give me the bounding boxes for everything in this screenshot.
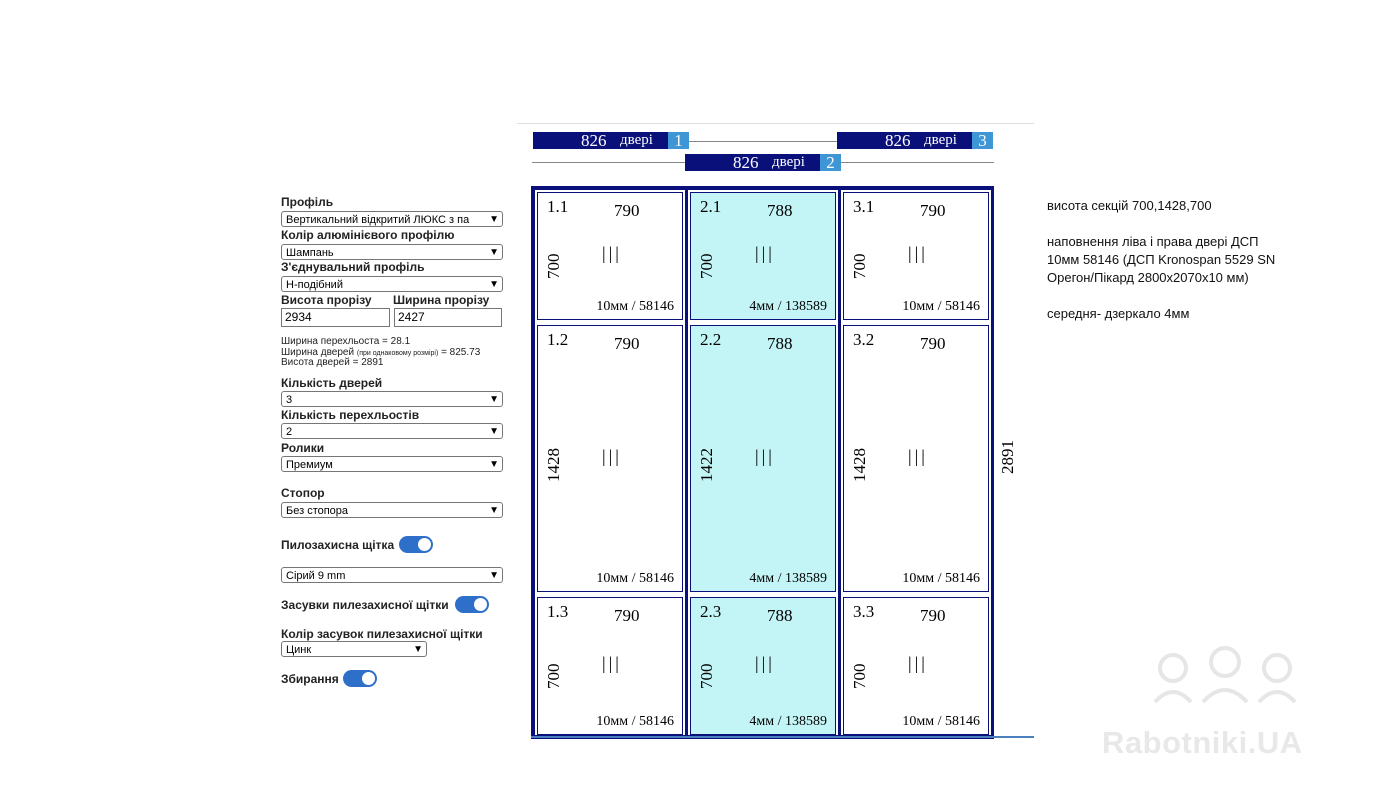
bottom-line xyxy=(531,736,1034,738)
section-2.3[interactable] xyxy=(690,597,836,735)
section-marks: ||| xyxy=(602,445,622,466)
notes xyxy=(1047,197,1287,341)
assembly-label: Збирання xyxy=(281,672,339,686)
chevron-down-icon: ▼ xyxy=(489,459,499,470)
note-filling: наповнення ліва і права двері ДСП 10мм 58146 (ДСП Kronospan 5529 SN Орегон/Пікард 2800х2070х10 мм) xyxy=(1047,234,1276,285)
width-label: Ширина прорізу xyxy=(393,293,490,307)
chevron-down-icon: ▼ xyxy=(489,570,499,581)
brush-toggle[interactable] xyxy=(399,536,433,553)
brush-label: Пилозахисна щітка xyxy=(281,538,395,552)
section-width: 790 xyxy=(920,201,946,220)
total-height: 2891 xyxy=(998,440,1017,474)
section-material: 10мм / 58146 xyxy=(596,299,674,314)
door-header-1: 826 двері 1 xyxy=(533,132,689,149)
brush-select[interactable]: Сірий 9 mm ▼ xyxy=(281,567,503,583)
top-divider xyxy=(517,123,1034,124)
section-marks: ||| xyxy=(908,653,928,673)
section-id: 3.2 xyxy=(853,330,875,349)
section-marks: ||| xyxy=(602,653,622,673)
doors-select[interactable]: 3 ▼ xyxy=(281,391,503,407)
section-1.2[interactable] xyxy=(537,325,683,592)
section-material: 10мм / 58146 xyxy=(596,714,674,729)
section-3.1[interactable] xyxy=(843,192,989,320)
section-width: 790 xyxy=(614,201,640,220)
chevron-down-icon: ▼ xyxy=(489,214,499,225)
section-width: 788 xyxy=(767,606,793,625)
color-label: Колір алюмінієвого профілю xyxy=(281,228,455,242)
assembly-toggle[interactable] xyxy=(343,670,377,687)
section-material: 4мм / 138589 xyxy=(749,571,827,586)
join-select[interactable]: Н-подібний ▼ xyxy=(281,276,503,292)
stopper-label: Стопор xyxy=(281,486,325,500)
section-width: 790 xyxy=(920,606,946,625)
section-height: 700 xyxy=(850,663,869,689)
overlaps-select[interactable]: 2 ▼ xyxy=(281,423,503,439)
section-marks: ||| xyxy=(908,243,928,263)
section-width: 790 xyxy=(614,334,640,353)
door-header-2: 826 двері 2 xyxy=(685,154,841,171)
section-marks: ||| xyxy=(755,243,775,263)
section-height: 700 xyxy=(544,253,563,279)
section-width: 788 xyxy=(767,201,793,220)
chevron-down-icon: ▼ xyxy=(489,279,499,290)
profile-select[interactable]: Вертикальний відкритий ЛЮКС з па ▼ xyxy=(281,211,503,227)
note-sections: висота секцій 700,1428,700 xyxy=(1047,198,1212,213)
chevron-down-icon: ▼ xyxy=(413,644,423,655)
latch-color-select[interactable]: Цинк ▼ xyxy=(281,641,427,657)
profile-label: Профіль xyxy=(281,195,334,209)
section-height: 700 xyxy=(697,253,716,279)
section-material: 4мм / 138589 xyxy=(749,299,827,314)
door-2 xyxy=(688,190,838,735)
chevron-down-icon: ▼ xyxy=(489,505,499,516)
section-1.3[interactable] xyxy=(537,597,683,735)
section-height: 700 xyxy=(544,663,563,689)
section-2.1[interactable] xyxy=(690,192,836,320)
door-frame xyxy=(531,186,994,739)
door-number-badge: 1 xyxy=(668,132,689,149)
section-marks: ||| xyxy=(755,653,775,673)
rollers-label: Ролики xyxy=(281,441,325,455)
section-id: 3.1 xyxy=(853,197,875,216)
door-header-3: 826 двері 3 xyxy=(837,132,993,149)
overlap-info: Ширина перехльоста = 28.1 xyxy=(281,336,411,347)
door-3 xyxy=(841,190,991,735)
chevron-down-icon: ▼ xyxy=(489,394,499,405)
section-height: 700 xyxy=(697,663,716,689)
stopper-select[interactable]: Без стопора ▼ xyxy=(281,502,503,518)
height-label: Висота прорізу xyxy=(281,293,372,307)
width-input[interactable]: 2427 xyxy=(394,308,502,327)
section-width: 790 xyxy=(614,606,640,625)
section-3.3[interactable] xyxy=(843,597,989,735)
doors-label: Кількість дверей xyxy=(281,376,383,390)
section-height: 1428 xyxy=(850,447,869,482)
section-width: 788 xyxy=(767,334,793,353)
door-1 xyxy=(535,190,685,735)
latch-toggle[interactable] xyxy=(455,596,489,613)
section-material: 10мм / 58146 xyxy=(902,571,980,586)
section-marks: ||| xyxy=(602,243,622,263)
section-3.2[interactable] xyxy=(843,325,989,592)
door-number-badge: 3 xyxy=(972,132,993,149)
section-id: 1.1 xyxy=(547,197,569,216)
section-id: 1.3 xyxy=(547,602,569,621)
door-number-badge: 2 xyxy=(820,154,841,171)
latch-label: Засувки пилезахисної щітки xyxy=(281,598,449,612)
section-1.1[interactable] xyxy=(537,192,683,320)
section-marks: ||| xyxy=(755,445,775,466)
header-line xyxy=(532,162,685,163)
section-height: 1428 xyxy=(544,447,563,482)
height-input[interactable]: 2934 xyxy=(281,308,390,327)
header-line xyxy=(689,141,837,142)
section-material: 4мм / 138589 xyxy=(749,714,827,729)
section-id: 2.3 xyxy=(700,602,722,621)
section-marks: ||| xyxy=(908,445,928,466)
section-id: 2.2 xyxy=(700,330,722,349)
workers-logo-icon xyxy=(1145,640,1305,710)
color-select[interactable]: Шампань ▼ xyxy=(281,244,503,260)
door-width-info: Ширина дверей (при однаковому розмірі) = 825.73 xyxy=(281,347,481,358)
section-material: 10мм / 58146 xyxy=(596,571,674,586)
door-height-info: Висота дверей = 2891 xyxy=(281,357,384,368)
latch-color-label: Колір засувок пилезахисної щітки xyxy=(281,627,483,641)
section-2.2[interactable] xyxy=(690,325,836,592)
overlaps-label: Кількість перехльостів xyxy=(281,408,420,422)
join-label: З'єднувальний профіль xyxy=(281,260,425,274)
section-id: 3.3 xyxy=(853,602,875,621)
section-height: 700 xyxy=(850,253,869,279)
chevron-down-icon: ▼ xyxy=(489,426,499,437)
section-id: 2.1 xyxy=(700,197,722,216)
section-width: 790 xyxy=(920,334,946,353)
chevron-down-icon: ▼ xyxy=(489,247,499,258)
header-line xyxy=(841,162,994,163)
section-material: 10мм / 58146 xyxy=(902,299,980,314)
section-material: 10мм / 58146 xyxy=(902,714,980,729)
rollers-select[interactable]: Премиум ▼ xyxy=(281,456,503,472)
watermark-text: Rabotniki.UA xyxy=(1102,725,1303,760)
section-id: 1.2 xyxy=(547,330,569,349)
note-mirror: середня- дзеркало 4мм xyxy=(1047,306,1190,321)
section-height: 1422 xyxy=(697,447,716,482)
